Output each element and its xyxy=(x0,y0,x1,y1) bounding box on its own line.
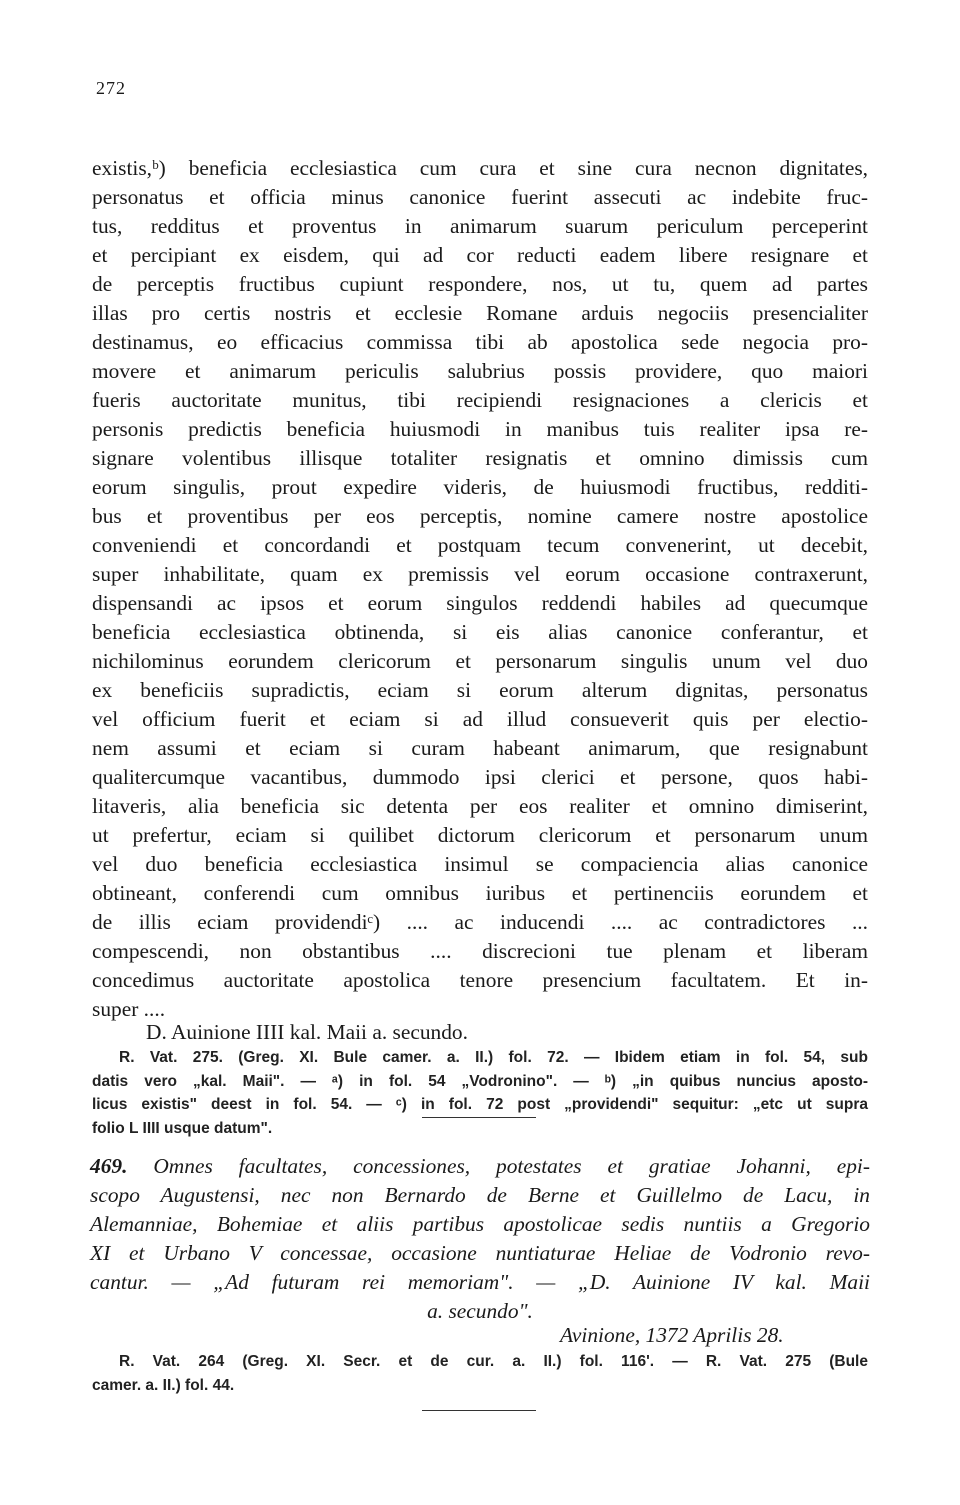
body-line: super inhabilitate, quam ex premissis vel eorum occasione contraxerunt, xyxy=(92,562,868,586)
body-line: ex beneficiis supradictis, eciam si eorum alterum dignitas, personatus xyxy=(92,678,868,702)
body-line: personis predictis beneficia huiusmodi in manibus tuis realiter ipsa re- xyxy=(92,417,868,441)
place-date: Avinione, 1372 Aprilis 28. xyxy=(560,1323,784,1347)
body-line: et percipiant ex eisdem, qui ad cor reducti eadem libere resignare et xyxy=(92,243,868,267)
footnote-line: datis vero „kal. Maii". — ᵃ) in fol. 54 „Vodronino". — ᵇ) „in quibus nuncius aposto- xyxy=(92,1072,868,1090)
body-line: compescendi, non obstantibus .... discrecioni tue plenam et liberam xyxy=(92,939,868,963)
body-line: vel officium fuerit et eciam si ad illud consueverit quis per electio- xyxy=(92,707,868,731)
body-line: dispensandi ac ipsos et eorum singulos reddendi habiles ad quecumque xyxy=(92,591,868,615)
body-line: de perceptis fructibus cupiunt respondere, nos, ut tu, quem ad partes xyxy=(92,272,868,296)
body-line: tus, redditus et proventus in animarum suarum periculum perceperint xyxy=(92,214,868,238)
body-line: qualitercumque vacantibus, dummodo ipsi clerici et persone, quos habi- xyxy=(92,765,868,789)
body-line: vel duo beneficia ecclesiastica insimul se compaciencia alias canonice xyxy=(92,852,868,876)
letter-body-text xyxy=(92,154,868,1024)
heading-line: XI et Urbano V concessae, occasione nuntiaturae Heliae de Vodronio revo- xyxy=(90,1241,870,1265)
body-line: nichilominus eorundem clericorum et personarum singulis unum vel duo xyxy=(92,649,868,673)
body-line: bus et proventibus per eos perceptis, nomine camere nostre apostolice xyxy=(92,504,868,528)
heading-line xyxy=(90,1152,870,1181)
reference-line: R. Vat. 264 (Greg. XI. Secr. et de cur. a. II.) fol. 116'. — R. Vat. 275 (Bule xyxy=(119,1353,868,1370)
heading-line: Alemanniae, Bohemiae et aliis partibus apostolicae sedis nuntiis a Gregorio xyxy=(90,1212,870,1236)
body-line: litaveris, alia beneficia sic detenta per eos realiter et omnino dimiserint, xyxy=(92,794,868,818)
body-line: movere et animarum periculis salubrius possis providere, quo maiori xyxy=(92,359,868,383)
heading-line: cantur. — „Ad futuram rei memoriam". — „D. Auinione IV kal. Maii xyxy=(90,1270,870,1294)
heading-line-last: a. secundo". xyxy=(427,1299,533,1323)
section-divider-bottom xyxy=(422,1410,536,1411)
body-line: conveniendi et concordandi et postquam tecum convenerint, ut decebit, xyxy=(92,533,868,557)
body-line: personatus et officia minus canonice fuerint assecuti ac indebite fruc- xyxy=(92,185,868,209)
body-line: fueris auctoritate munitus, tibi recipiendi resignaciones a clericis et xyxy=(92,388,868,412)
reference-line: camer. a. II.) fol. 44. xyxy=(92,1376,235,1394)
page-number: 272 xyxy=(96,78,126,98)
body-line: super .... xyxy=(92,997,166,1021)
footnote-line: licus existis" deest in fol. 54. — ᶜ) in fol. 72 post „providendi" sequitur: „etc ut supra xyxy=(92,1096,868,1113)
body-line: signare volentibus illisque totaliter resignatis et omnino dimissis cum xyxy=(92,446,868,470)
footnote-line: folio L IIII usque datum". xyxy=(92,1119,273,1137)
dating-line: D. Auinione IIII kal. Maii a. secundo. xyxy=(146,1020,468,1044)
body-line: concedimus auctoritate apostolica tenore presencium facultatem. Et in- xyxy=(92,968,868,992)
body-line: obtineant, conferendi cum omnibus iuribus et pertinenciis eorundem et xyxy=(92,881,868,905)
footnote-line: R. Vat. 275. (Greg. XI. Bule camer. a. II.) fol. 72. — Ibidem etiam in fol. 54, sub xyxy=(119,1049,868,1066)
document-number: 469. xyxy=(90,1154,128,1178)
body-line: nem assumi et eciam si curam habeant animarum, que resignabunt xyxy=(92,736,868,760)
body-line: illas pro certis nostris et ecclesie Romane arduis negociis presencialiter xyxy=(92,301,868,325)
body-line: beneficia ecclesiastica obtinenda, si eis alias canonice conferantur, et xyxy=(92,620,868,644)
document-heading xyxy=(90,1152,870,1326)
heading-text: Omnes facultates, concessiones, potestates et gratiae Johanni, epi- xyxy=(153,1154,870,1178)
body-line: ut prefertur, eciam si quilibet dictorum clericorum et personarum unum xyxy=(92,823,868,847)
body-line: existis,ᵇ) beneficia ecclesiastica cum cura et sine cura necnon dignitates, xyxy=(92,156,868,180)
source-reference xyxy=(92,1350,868,1397)
body-line: eorum singulis, prout expedire videris, de huiusmodi fructibus, redditi- xyxy=(92,475,868,499)
footnote-apparatus xyxy=(92,1046,868,1140)
body-line: destinamus, eo efficacius commissa tibi ab apostolica sede negocia pro- xyxy=(92,330,868,354)
heading-line: scopo Augustensi, nec non Bernardo de Berne et Guillelmo de Lacu, in xyxy=(90,1183,870,1207)
section-divider xyxy=(422,1117,536,1118)
body-line: de illis eciam providendiᶜ) .... ac inducendi .... ac contradictores ... xyxy=(92,910,868,934)
